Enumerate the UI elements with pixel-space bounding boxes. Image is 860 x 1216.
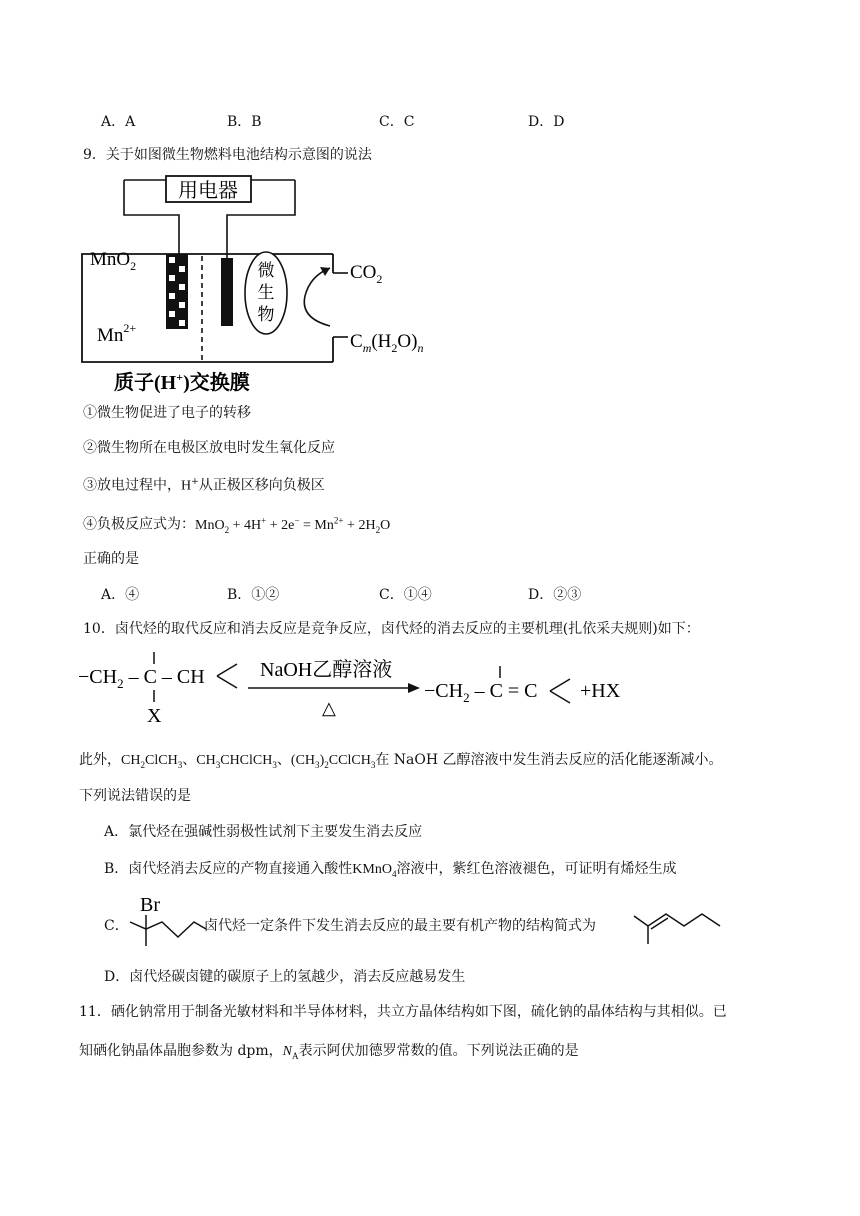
q8-option-d: D．D bbox=[528, 114, 565, 130]
q10-option-b: B．卤代烃消去反应的产物直接通入酸性KMnO$_4$溶液中，紫红色溶液褪色，可证明有烯烃生成 bbox=[104, 861, 677, 879]
q10-option-d: D．卤代烃碳卤键的碳原子上的氢越少，消去反应越易发生 bbox=[104, 969, 466, 985]
elimination-mechanism bbox=[74, 646, 634, 728]
appliance-label: 用电器 bbox=[178, 180, 238, 202]
q10-note: 此外，$CH_2ClCH_3$、$CH_3CHClCH_3$、$(CH_3)_2CClCH_3$在 NaOH 乙醇溶液中发生消去反应的活化能逐渐减小。 bbox=[79, 752, 723, 770]
alkene-product-structure bbox=[632, 898, 724, 946]
q10-option-c-text: 卤代烃一定条件下发生消去反应的最主要有机产物的结构简式为 bbox=[204, 918, 596, 934]
q9-statement-3: ③放电过程中，H+从正极区移向负极区 bbox=[83, 477, 325, 494]
q10-stem: 10．卤代烃的取代反应和消去反应是竞争反应，卤代烃的消去反应的主要机理(扎依采夫规则)如下： bbox=[83, 621, 700, 637]
q8-option-c: C．C bbox=[379, 114, 415, 130]
svg-text:−CH2 – C = C: $-CH_2 - C = C$ bbox=[424, 680, 538, 705]
microbe-char-3: 物 bbox=[257, 305, 275, 324]
svg-text:△: △ bbox=[322, 698, 336, 718]
conversion-arrow bbox=[304, 268, 330, 326]
q8-option-b: B．B bbox=[227, 114, 262, 130]
negative-electrode-equation: $MnO_2 + 4H^+ + 2e^- = Mn^{2+} + 2H_2O$ bbox=[195, 515, 391, 535]
q11-stem-line-2: 知硒化钠晶体晶胞参数为 dpm，$N_A$表示阿伏加德罗常数的值。下列说法正确的是 bbox=[79, 1043, 579, 1061]
q11-stem-line-1: 11．硒化钠常用于制备光敏材料和半导体材料，共立方晶体结构如下图，硫化钠的晶体结构与其相似。已 bbox=[79, 1004, 727, 1020]
q9-option-a: A．④ bbox=[101, 587, 140, 603]
svg-text:X: X bbox=[147, 705, 162, 727]
q10-option-a: A．氯代烃在强碱性弱极性试剂下主要发生消去反应 bbox=[104, 824, 423, 840]
q9-stem: 9．关于如图微生物燃料电池结构示意图的说法 bbox=[83, 147, 372, 163]
mno2-electrode bbox=[166, 254, 188, 329]
svg-text:+HX: +HX bbox=[580, 680, 621, 702]
fuel-cell-diagram bbox=[78, 170, 458, 395]
svg-text:−CH2 – C – CH: $-CH_2 - C$ – CH bbox=[78, 666, 205, 691]
q9-answer-prompt: 正确的是 bbox=[83, 551, 139, 567]
q10-question: 下列说法错误的是 bbox=[79, 788, 191, 804]
q8-option-a: A．A bbox=[101, 114, 136, 130]
mn-label: $Mn^{2+}$ bbox=[97, 321, 137, 346]
microbe-electrode bbox=[221, 258, 233, 326]
co2-label: $CO_2$ bbox=[350, 262, 383, 286]
q9-option-d: D．②③ bbox=[528, 587, 582, 603]
q10-option-c-label: C． bbox=[104, 918, 129, 934]
microbe-char-2: 生 bbox=[257, 283, 275, 302]
q9-statement-4: ④负极反应式为：$MnO_2 + 4H^+ + 2e^- = Mn^{2+} + 2H_2O$ bbox=[83, 515, 391, 535]
glucose-label: $C_m(H_2O)_n$ bbox=[350, 331, 424, 355]
microbe-char-1: 微 bbox=[257, 261, 275, 280]
q9-statement-1: ①微生物促进了电子的转移 bbox=[83, 405, 251, 421]
svg-text:Br: Br bbox=[140, 894, 160, 916]
haloalkane-skeletal-structure bbox=[124, 888, 206, 948]
membrane-label: 质子(H+)交换膜 bbox=[114, 370, 250, 394]
svg-text:NaOH乙醇溶液: NaOH乙醇溶液 bbox=[260, 659, 393, 681]
q9-option-b: B．①② bbox=[227, 587, 280, 603]
q9-option-c: C．①④ bbox=[379, 587, 432, 603]
mno2-label: MnO$_2$ bbox=[90, 249, 137, 273]
q9-statement-2: ②微生物所在电极区放电时发生氧化反应 bbox=[83, 440, 335, 456]
